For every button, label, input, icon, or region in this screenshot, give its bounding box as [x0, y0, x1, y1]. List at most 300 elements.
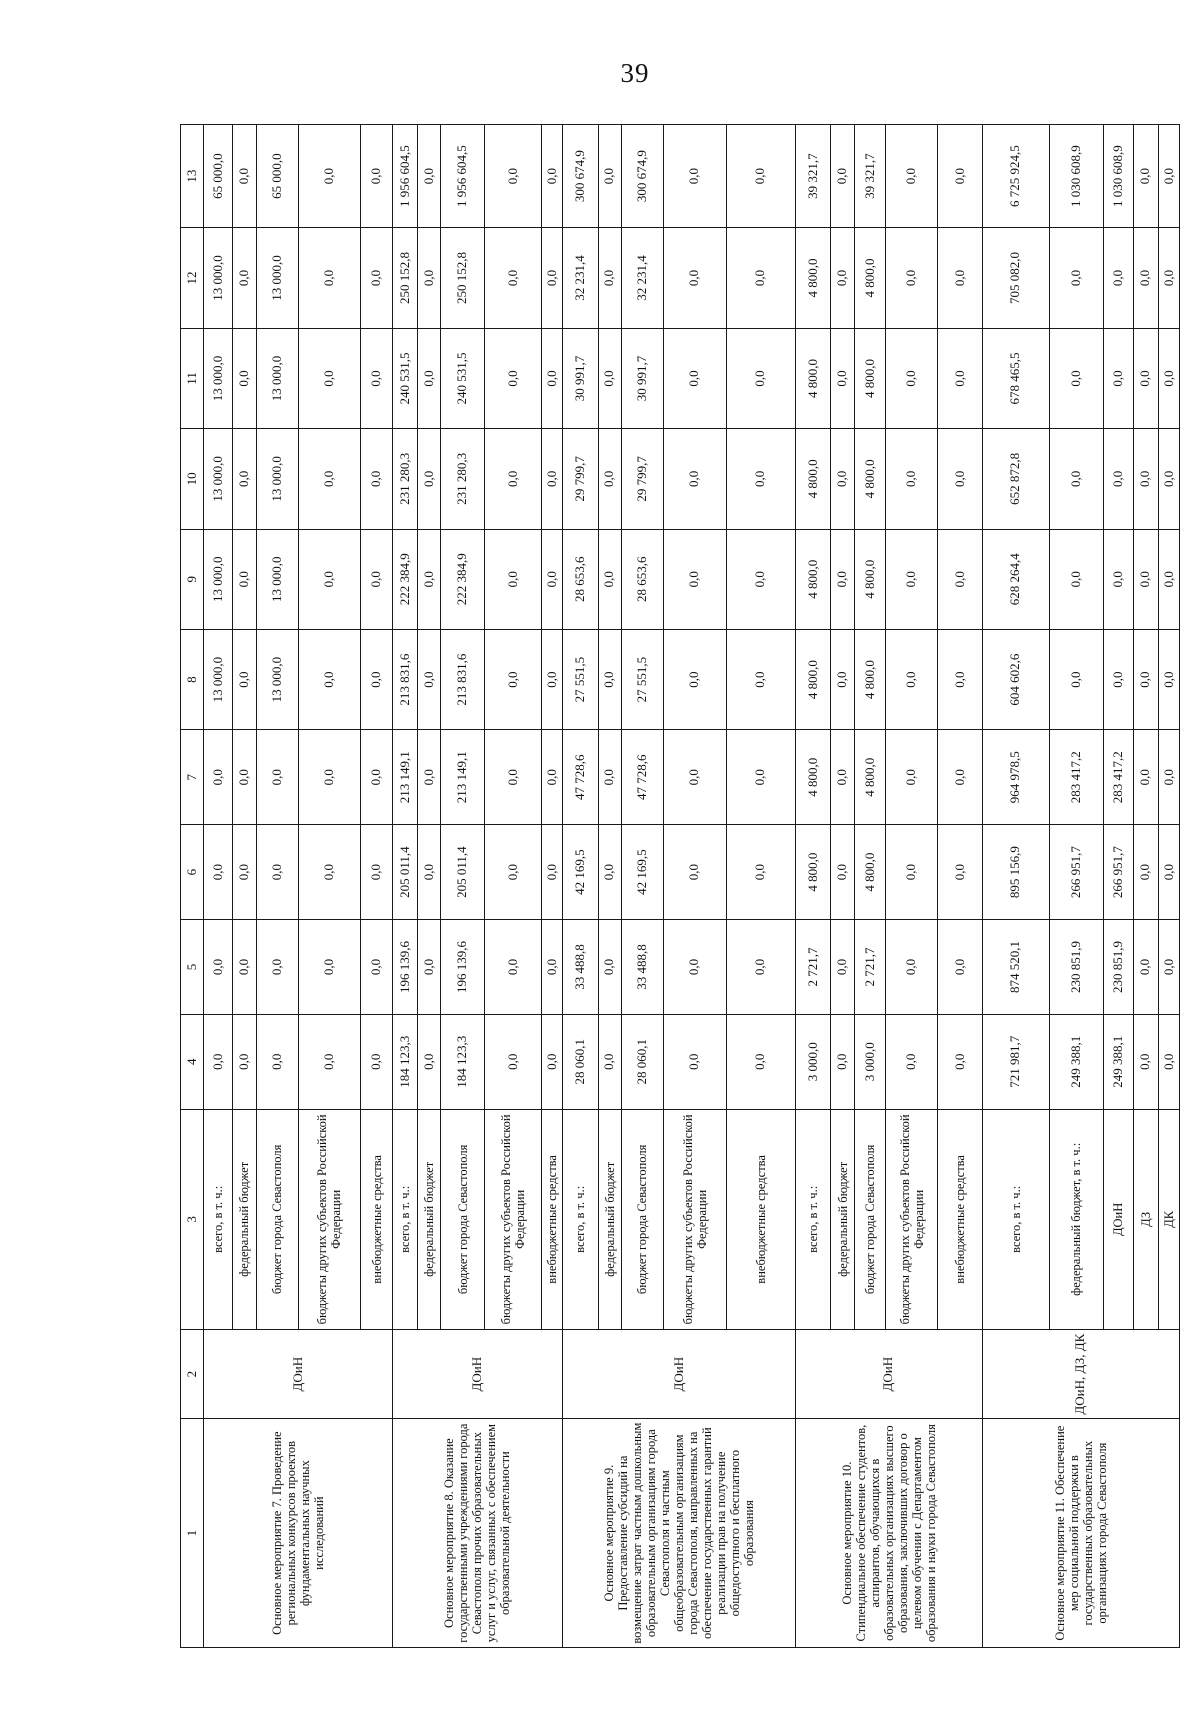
- funding-source: бюджеты других субъектов Российской Федерации: [886, 1109, 938, 1329]
- amount-cell: 231 280,3: [392, 429, 417, 529]
- amount-cell: 30 991,7: [621, 328, 663, 428]
- amount-cell: 0,0: [298, 529, 361, 629]
- amount-cell: 4 800,0: [854, 629, 885, 729]
- amount-cell: 13 000,0: [256, 429, 298, 529]
- executor: ДОиН: [204, 1330, 393, 1419]
- amount-cell: 0,0: [485, 825, 542, 920]
- amount-cell: 0,0: [485, 529, 542, 629]
- amount-cell: 0,0: [726, 825, 795, 920]
- amount-cell: 0,0: [886, 429, 938, 529]
- amount-cell: 0,0: [1049, 328, 1104, 428]
- amount-cell: 874 520,1: [982, 920, 1049, 1015]
- amount-cell: 964 978,5: [982, 730, 1049, 825]
- amount-cell: 13 000,0: [256, 228, 298, 328]
- executor: ДОиН: [562, 1330, 795, 1419]
- amount-cell: 0,0: [726, 629, 795, 729]
- amount-cell: 0,0: [485, 125, 542, 228]
- amount-cell: 0,0: [1158, 429, 1179, 529]
- column-number: 2: [181, 1330, 204, 1419]
- amount-cell: 0,0: [886, 629, 938, 729]
- amount-cell: 240 531,5: [441, 328, 485, 428]
- amount-cell: 0,0: [726, 920, 795, 1015]
- amount-cell: 4 800,0: [854, 228, 885, 328]
- funding-source: федеральный бюджет: [598, 1109, 621, 1329]
- funding-source: ДК: [1158, 1109, 1179, 1329]
- funding-source: всего, в т. ч.:: [795, 1109, 831, 1329]
- amount-cell: 628 264,4: [982, 529, 1049, 629]
- amount-cell: 300 674,9: [621, 125, 663, 228]
- amount-cell: 678 465,5: [982, 328, 1049, 428]
- amount-cell: 0,0: [1133, 529, 1158, 629]
- funding-source: бюджет города Севастополя: [256, 1109, 298, 1329]
- amount-cell: 0,0: [298, 920, 361, 1015]
- amount-cell: 0,0: [298, 125, 361, 228]
- amount-cell: 0,0: [1133, 629, 1158, 729]
- amount-cell: 0,0: [1049, 429, 1104, 529]
- amount-cell: 0,0: [726, 328, 795, 428]
- amount-cell: 0,0: [938, 328, 982, 428]
- amount-cell: 0,0: [298, 228, 361, 328]
- amount-cell: 0,0: [541, 920, 562, 1015]
- column-number: 12: [181, 228, 204, 328]
- amount-cell: 0,0: [204, 730, 233, 825]
- amount-cell: 0,0: [361, 825, 392, 920]
- event-name: Основное мероприятие 10. Стипендиальное обеспечение студентов, аспирантов, обучающихся в образовательных организациях высшего образования, заключивших договор о целевом обучении с Департаментом образования и науки города Севастополя: [795, 1419, 982, 1648]
- amount-cell: 0,0: [418, 629, 441, 729]
- amount-cell: 0,0: [1133, 1014, 1158, 1109]
- amount-cell: 0,0: [361, 629, 392, 729]
- amount-cell: 0,0: [1158, 125, 1179, 228]
- amount-cell: 0,0: [663, 730, 726, 825]
- amount-cell: 0,0: [233, 1014, 256, 1109]
- amount-cell: 0,0: [1104, 429, 1133, 529]
- column-number: 7: [181, 730, 204, 825]
- amount-cell: 0,0: [938, 429, 982, 529]
- amount-cell: 0,0: [541, 730, 562, 825]
- amount-cell: 249 388,1: [1049, 1014, 1104, 1109]
- amount-cell: 0,0: [361, 328, 392, 428]
- amount-cell: 250 152,8: [441, 228, 485, 328]
- amount-cell: 0,0: [598, 328, 621, 428]
- event-name: Основное мероприятие 8. Оказание государственными учреждениями города Севастополя прочих образовательных услуг и услуг, связанных с обеспечением образовательной деятельности: [392, 1419, 562, 1648]
- amount-cell: 0,0: [485, 629, 542, 729]
- amount-cell: 0,0: [361, 228, 392, 328]
- amount-cell: 0,0: [485, 328, 542, 428]
- funding-source: бюджеты других субъектов Российской Федерации: [663, 1109, 726, 1329]
- amount-cell: 13 000,0: [256, 529, 298, 629]
- funding-source: федеральный бюджет: [233, 1109, 256, 1329]
- amount-cell: 205 011,4: [392, 825, 417, 920]
- amount-cell: 3 000,0: [854, 1014, 885, 1109]
- amount-cell: 300 674,9: [562, 125, 598, 228]
- funding-source: бюджет города Севастополя: [441, 1109, 485, 1329]
- amount-cell: 0,0: [361, 1014, 392, 1109]
- amount-cell: 0,0: [831, 429, 854, 529]
- amount-cell: 2 721,7: [795, 920, 831, 1015]
- amount-cell: 0,0: [1133, 125, 1158, 228]
- amount-cell: 1 956 604,5: [441, 125, 485, 228]
- amount-cell: 39 321,7: [854, 125, 885, 228]
- amount-cell: 0,0: [485, 920, 542, 1015]
- amount-cell: 3 000,0: [795, 1014, 831, 1109]
- amount-cell: 0,0: [204, 920, 233, 1015]
- amount-cell: 652 872,8: [982, 429, 1049, 529]
- amount-cell: 0,0: [1133, 328, 1158, 428]
- table-row: [204, 125, 233, 1648]
- amount-cell: 895 156,9: [982, 825, 1049, 920]
- funding-source: бюджеты других субъектов Российской Федерации: [485, 1109, 542, 1329]
- amount-cell: 0,0: [541, 228, 562, 328]
- amount-cell: 29 799,7: [621, 429, 663, 529]
- funding-source: бюджет города Севастополя: [854, 1109, 885, 1329]
- funding-source: внебюджетные средства: [541, 1109, 562, 1329]
- amount-cell: 4 800,0: [854, 429, 885, 529]
- amount-cell: 0,0: [831, 920, 854, 1015]
- amount-cell: 721 981,7: [982, 1014, 1049, 1109]
- amount-cell: 0,0: [726, 529, 795, 629]
- amount-cell: 13 000,0: [204, 429, 233, 529]
- amount-cell: 0,0: [418, 1014, 441, 1109]
- funding-source: внебюджетные средства: [938, 1109, 982, 1329]
- amount-cell: 604 602,6: [982, 629, 1049, 729]
- amount-cell: 266 951,7: [1104, 825, 1133, 920]
- amount-cell: 1 956 604,5: [392, 125, 417, 228]
- amount-cell: 0,0: [1104, 629, 1133, 729]
- amount-cell: 0,0: [1133, 730, 1158, 825]
- column-number: 1: [181, 1419, 204, 1648]
- amount-cell: 0,0: [831, 328, 854, 428]
- amount-cell: 0,0: [418, 825, 441, 920]
- amount-cell: 0,0: [886, 1014, 938, 1109]
- amount-cell: 230 851,9: [1049, 920, 1104, 1015]
- amount-cell: 0,0: [233, 629, 256, 729]
- amount-cell: 0,0: [485, 1014, 542, 1109]
- amount-cell: 213 831,6: [441, 629, 485, 729]
- funding-source: ДЗ: [1133, 1109, 1158, 1329]
- amount-cell: 39 321,7: [795, 125, 831, 228]
- amount-cell: 0,0: [298, 429, 361, 529]
- amount-cell: 65 000,0: [204, 125, 233, 228]
- amount-cell: 0,0: [1133, 920, 1158, 1015]
- column-number: 6: [181, 825, 204, 920]
- amount-cell: 0,0: [1158, 228, 1179, 328]
- amount-cell: 42 169,5: [621, 825, 663, 920]
- amount-cell: 2 721,7: [854, 920, 885, 1015]
- funding-source: всего, в т. ч.:: [562, 1109, 598, 1329]
- amount-cell: 0,0: [831, 730, 854, 825]
- amount-cell: 0,0: [598, 429, 621, 529]
- amount-cell: 28 653,6: [562, 529, 598, 629]
- amount-cell: 0,0: [938, 1014, 982, 1109]
- amount-cell: 0,0: [418, 328, 441, 428]
- amount-cell: 0,0: [831, 1014, 854, 1109]
- amount-cell: 0,0: [886, 920, 938, 1015]
- table-row: [982, 125, 1049, 1648]
- amount-cell: 0,0: [598, 629, 621, 729]
- amount-cell: 0,0: [1158, 730, 1179, 825]
- funding-source: бюджеты других субъектов Российской Федерации: [298, 1109, 361, 1329]
- amount-cell: 4 800,0: [795, 529, 831, 629]
- column-number: 4: [181, 1014, 204, 1109]
- amount-cell: 0,0: [1158, 1014, 1179, 1109]
- amount-cell: 0,0: [663, 328, 726, 428]
- amount-cell: 196 139,6: [441, 920, 485, 1015]
- amount-cell: 27 551,5: [621, 629, 663, 729]
- amount-cell: 0,0: [663, 529, 726, 629]
- amount-cell: 0,0: [938, 629, 982, 729]
- amount-cell: 0,0: [938, 920, 982, 1015]
- amount-cell: 27 551,5: [562, 629, 598, 729]
- amount-cell: 30 991,7: [562, 328, 598, 428]
- amount-cell: 0,0: [298, 730, 361, 825]
- amount-cell: 4 800,0: [795, 429, 831, 529]
- amount-cell: 4 800,0: [854, 529, 885, 629]
- funding-source: ДОиН: [1104, 1109, 1133, 1329]
- amount-cell: 0,0: [1158, 825, 1179, 920]
- amount-cell: 0,0: [938, 825, 982, 920]
- amount-cell: 28 060,1: [562, 1014, 598, 1109]
- amount-cell: 0,0: [1104, 328, 1133, 428]
- amount-cell: 0,0: [233, 228, 256, 328]
- amount-cell: 0,0: [598, 1014, 621, 1109]
- amount-cell: 32 231,4: [621, 228, 663, 328]
- amount-cell: 0,0: [1104, 228, 1133, 328]
- column-number: 9: [181, 529, 204, 629]
- amount-cell: 4 800,0: [795, 629, 831, 729]
- amount-cell: 0,0: [256, 1014, 298, 1109]
- amount-cell: 0,0: [831, 529, 854, 629]
- amount-cell: 0,0: [541, 328, 562, 428]
- executor: ДОиН, ДЗ, ДК: [982, 1330, 1179, 1419]
- amount-cell: 0,0: [663, 429, 726, 529]
- amount-cell: 240 531,5: [392, 328, 417, 428]
- amount-cell: 0,0: [598, 228, 621, 328]
- amount-cell: 13 000,0: [204, 328, 233, 428]
- amount-cell: 33 488,8: [562, 920, 598, 1015]
- amount-cell: 184 123,3: [392, 1014, 417, 1109]
- amount-cell: 231 280,3: [441, 429, 485, 529]
- table-row: [795, 125, 831, 1648]
- amount-cell: 705 082,0: [982, 228, 1049, 328]
- amount-cell: 0,0: [541, 529, 562, 629]
- amount-cell: 0,0: [938, 529, 982, 629]
- column-number: 8: [181, 629, 204, 729]
- executor: ДОиН: [392, 1330, 562, 1419]
- amount-cell: 0,0: [886, 125, 938, 228]
- amount-cell: 4 800,0: [854, 328, 885, 428]
- column-number: 3: [181, 1109, 204, 1329]
- amount-cell: 0,0: [541, 1014, 562, 1109]
- event-name: Основное мероприятие 7. Проведение региональных конкурсов проектов фундаментальных научных исследований: [204, 1419, 393, 1648]
- amount-cell: 266 951,7: [1049, 825, 1104, 920]
- amount-cell: 213 149,1: [392, 730, 417, 825]
- amount-cell: 0,0: [485, 730, 542, 825]
- amount-cell: 1 030 608,9: [1049, 125, 1104, 228]
- amount-cell: 0,0: [256, 730, 298, 825]
- amount-cell: 249 388,1: [1104, 1014, 1133, 1109]
- amount-cell: 0,0: [361, 429, 392, 529]
- amount-cell: 0,0: [541, 629, 562, 729]
- amount-cell: 0,0: [663, 920, 726, 1015]
- amount-cell: 0,0: [1049, 629, 1104, 729]
- amount-cell: 283 417,2: [1104, 730, 1133, 825]
- funding-source: всего, в т. ч.:: [392, 1109, 417, 1329]
- funding-source: внебюджетные средства: [726, 1109, 795, 1329]
- amount-cell: 47 728,6: [621, 730, 663, 825]
- amount-cell: 0,0: [886, 328, 938, 428]
- amount-cell: 33 488,8: [621, 920, 663, 1015]
- amount-cell: 196 139,6: [392, 920, 417, 1015]
- amount-cell: 0,0: [418, 730, 441, 825]
- amount-cell: 184 123,3: [441, 1014, 485, 1109]
- amount-cell: 0,0: [418, 920, 441, 1015]
- amount-cell: 0,0: [256, 920, 298, 1015]
- amount-cell: 0,0: [541, 825, 562, 920]
- executor: ДОиН: [795, 1330, 982, 1419]
- amount-cell: 0,0: [726, 1014, 795, 1109]
- amount-cell: 0,0: [831, 125, 854, 228]
- column-number: 10: [181, 429, 204, 529]
- column-number: 11: [181, 328, 204, 428]
- amount-cell: 4 800,0: [854, 730, 885, 825]
- amount-cell: 0,0: [418, 125, 441, 228]
- amount-cell: 13 000,0: [204, 529, 233, 629]
- amount-cell: 0,0: [598, 920, 621, 1015]
- page-number: 39: [620, 58, 650, 88]
- amount-cell: 0,0: [598, 529, 621, 629]
- amount-cell: 0,0: [1133, 825, 1158, 920]
- funding-source: бюджет города Севастополя: [621, 1109, 663, 1329]
- header-row: [181, 125, 204, 1648]
- amount-cell: 0,0: [233, 529, 256, 629]
- amount-cell: 0,0: [1158, 328, 1179, 428]
- amount-cell: 0,0: [598, 125, 621, 228]
- event-name: Основное мероприятие 11. Обеспечение мер социальной поддержки в государственных образовательных организациях города Севастополя: [982, 1419, 1179, 1648]
- amount-cell: 0,0: [233, 920, 256, 1015]
- amount-cell: 0,0: [204, 1014, 233, 1109]
- amount-cell: 0,0: [361, 529, 392, 629]
- amount-cell: 13 000,0: [256, 629, 298, 729]
- funding-source: федеральный бюджет: [418, 1109, 441, 1329]
- amount-cell: 0,0: [1049, 529, 1104, 629]
- amount-cell: 0,0: [938, 125, 982, 228]
- amount-cell: 0,0: [298, 825, 361, 920]
- amount-cell: 0,0: [1133, 228, 1158, 328]
- amount-cell: 65 000,0: [256, 125, 298, 228]
- amount-cell: 230 851,9: [1104, 920, 1133, 1015]
- amount-cell: 0,0: [726, 228, 795, 328]
- amount-cell: 0,0: [541, 125, 562, 228]
- amount-cell: 283 417,2: [1049, 730, 1104, 825]
- amount-cell: 0,0: [298, 629, 361, 729]
- amount-cell: 0,0: [361, 920, 392, 1015]
- amount-cell: 1 030 608,9: [1104, 125, 1133, 228]
- amount-cell: 28 060,1: [621, 1014, 663, 1109]
- amount-cell: 4 800,0: [795, 730, 831, 825]
- funding-source: федеральный бюджет, в т. ч.:: [1049, 1109, 1104, 1329]
- amount-cell: 0,0: [256, 825, 298, 920]
- amount-cell: 0,0: [663, 629, 726, 729]
- amount-cell: 0,0: [726, 125, 795, 228]
- amount-cell: 213 149,1: [441, 730, 485, 825]
- amount-cell: 0,0: [418, 429, 441, 529]
- column-number: 13: [181, 125, 204, 228]
- amount-cell: 0,0: [886, 228, 938, 328]
- amount-cell: 0,0: [1158, 920, 1179, 1015]
- event-name: Основное мероприятие 9. Предоставление субсидий на возмещение затрат частным дошкольным образовательным организациям города Севастополя и частным общеобразовательным организациям города Севастополя, направленных на обеспечение государственных гарантий реализации прав на получение общедоступного и бесплатного образования: [562, 1419, 795, 1648]
- amount-cell: 0,0: [233, 125, 256, 228]
- amount-cell: 13 000,0: [204, 629, 233, 729]
- amount-cell: 0,0: [938, 228, 982, 328]
- amount-cell: 0,0: [1158, 629, 1179, 729]
- amount-cell: 0,0: [886, 825, 938, 920]
- amount-cell: 0,0: [726, 429, 795, 529]
- funding-table: [180, 124, 1180, 1648]
- amount-cell: 205 011,4: [441, 825, 485, 920]
- amount-cell: 0,0: [541, 429, 562, 529]
- amount-cell: 0,0: [298, 1014, 361, 1109]
- table-row: [562, 125, 598, 1648]
- amount-cell: 0,0: [361, 125, 392, 228]
- amount-cell: 0,0: [831, 228, 854, 328]
- amount-cell: 0,0: [1104, 529, 1133, 629]
- amount-cell: 0,0: [298, 328, 361, 428]
- amount-cell: 0,0: [485, 228, 542, 328]
- amount-cell: 0,0: [663, 125, 726, 228]
- amount-cell: 29 799,7: [562, 429, 598, 529]
- amount-cell: 6 725 924,5: [982, 125, 1049, 228]
- amount-cell: 0,0: [361, 730, 392, 825]
- amount-cell: 0,0: [1158, 529, 1179, 629]
- amount-cell: 0,0: [831, 825, 854, 920]
- column-number: 5: [181, 920, 204, 1015]
- amount-cell: 0,0: [1049, 228, 1104, 328]
- amount-cell: 0,0: [598, 825, 621, 920]
- amount-cell: 0,0: [663, 825, 726, 920]
- amount-cell: 213 831,6: [392, 629, 417, 729]
- amount-cell: 0,0: [418, 529, 441, 629]
- funding-source: внебюджетные средства: [361, 1109, 392, 1329]
- amount-cell: 13 000,0: [256, 328, 298, 428]
- amount-cell: 0,0: [726, 730, 795, 825]
- amount-cell: 0,0: [1133, 429, 1158, 529]
- amount-cell: 0,0: [598, 730, 621, 825]
- amount-cell: 0,0: [233, 328, 256, 428]
- rotated-table-area: [180, 124, 1180, 1648]
- table-row: [392, 125, 417, 1648]
- amount-cell: 222 384,9: [441, 529, 485, 629]
- amount-cell: 0,0: [233, 429, 256, 529]
- amount-cell: 0,0: [663, 1014, 726, 1109]
- amount-cell: 0,0: [233, 730, 256, 825]
- amount-cell: 0,0: [938, 730, 982, 825]
- amount-cell: 32 231,4: [562, 228, 598, 328]
- amount-cell: 0,0: [886, 730, 938, 825]
- amount-cell: 4 800,0: [795, 228, 831, 328]
- amount-cell: 0,0: [831, 629, 854, 729]
- amount-cell: 0,0: [233, 825, 256, 920]
- amount-cell: 42 169,5: [562, 825, 598, 920]
- funding-source: всего, в т. ч.:: [982, 1109, 1049, 1329]
- amount-cell: 0,0: [886, 529, 938, 629]
- amount-cell: 28 653,6: [621, 529, 663, 629]
- amount-cell: 4 800,0: [795, 825, 831, 920]
- amount-cell: 47 728,6: [562, 730, 598, 825]
- amount-cell: 0,0: [204, 825, 233, 920]
- funding-source: всего, в т. ч.:: [204, 1109, 233, 1329]
- amount-cell: 250 152,8: [392, 228, 417, 328]
- amount-cell: 0,0: [418, 228, 441, 328]
